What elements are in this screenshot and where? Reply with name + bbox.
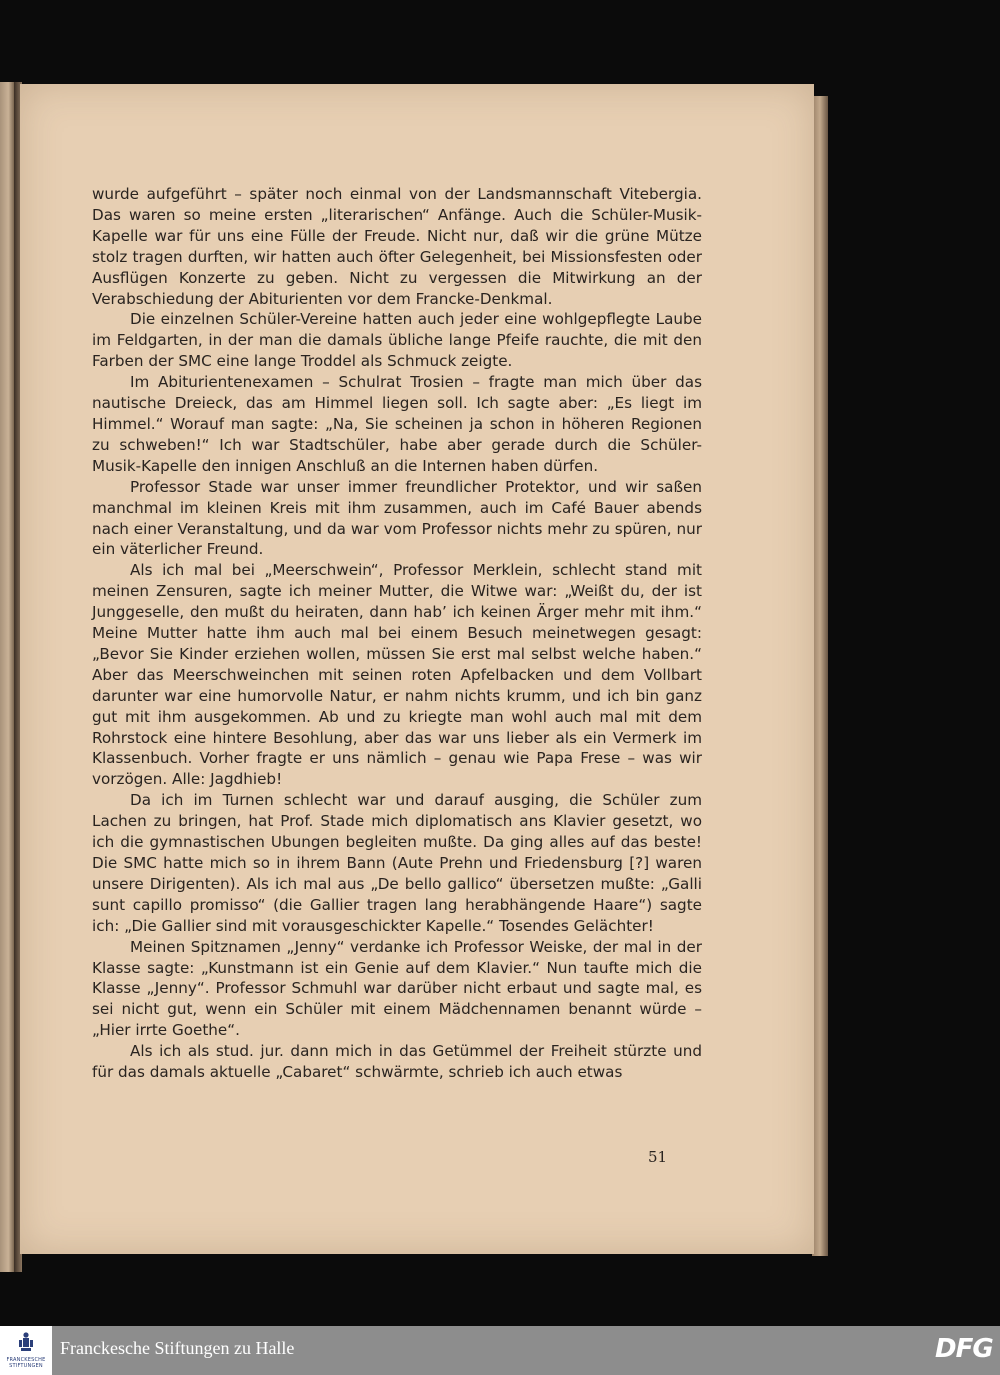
dfg-logo[interactable]: DFG (935, 1334, 993, 1364)
footer-bar (0, 1326, 1000, 1375)
page-stack-edge (812, 96, 828, 1256)
paragraph: Als ich als stud. jur. dann mich in das Getümmel der Freiheit stürzte und für das damals aktuelle „Cabaret“ schwärmte, schrieb ich auch etwas (92, 1042, 702, 1082)
paragraph: Professor Stade war unser immer freundlicher Protektor, und wir saßen manchmal im kleinen Kreis mit ihm zusammen, auch im Café Bauer abends nach einer Veranstaltung, und da war vom Professor nichts mehr zu spüren, nur ein väterlicher Freund. (92, 477, 702, 559)
left-page-edge (0, 82, 14, 1272)
logo-text: FRANCKESCHE STIFTUNGEN (6, 1357, 46, 1369)
paragraph: Da ich im Turnen schlecht war und darauf ausging, die Schüler zum Lachen zu bringen, hat Prof. Stade mich diplomatisch ans Klavier gesetzt, wo ich die gymnastischen Ubungen begleiten mußte. Da ging alles auf das beste! Die SMC hatte mich so in ihrem Bann (Aute Prehn und Friedensburg [?] waren unsere Dirigenten). Als ich mal aus „De bello gallico“ übersetzen mußte: „Galli sunt capillo promisso“ (die Gallier tragen lang herabhängende Haare“) sagte ich: „Die Gallier sind mit vorausgeschickter Kapelle.“ Tosendes Gelächter! (92, 791, 702, 935)
paragraph: Als ich mal bei „Meerschwein“, Professor Merklein, schlecht stand mit meinen Zensuren, sagte ich meiner Mutter, die Witwe war: „Weißt du, der ist Junggeselle, den mußt du heiraten, dann hab’ ich keinen Ärger mehr mit ihm.“ Meine Mutter hatte ihm auch mal bei einem Besuch meinetwegen gesagt: „Bevor Sie Kinder erziehen wollen, müssen Sie erst mal selbst welche haben.“ Aber das Meerschweinchen mit seinen roten Apfelbacken und dem Vollbart darunter war eine humorvolle Natur, er nahm nichts krumm, und ich bin ganz gut mit ihm ausgekommen. Ab und zu kriegte man wohl auch mal mit dem Rohrstock eine hintere Besohlung, aber das war uns lieber als ein Vermerk im Klassenbuch. Vorher fragte er uns nämlich – genau wie Papa Frese – was wir vorzögen. Alle: Jagdhieb! (92, 561, 702, 789)
institution-logo[interactable] (0, 1326, 52, 1375)
paragraph: Meinen Spitznamen „Jenny“ verdanke ich Professor Weiske, der mal in der Klasse sagte: „Kunstmann ist ein Genie auf dem Klavier.“ Nun taufte mich die Klasse „Jenny“. Professor Schmuhl war darüber nicht erbaut und sagte mal, es sei nicht gut, wenn ein Schüler mit einem Mädchennamen benannt würde – „Hier irrte Goethe“. (92, 937, 702, 1040)
orphan-figure-icon (18, 1332, 34, 1352)
page-number: 51 (648, 1148, 668, 1166)
footer-title[interactable]: Franckesche Stiftungen zu Halle (60, 1338, 295, 1358)
paragraph: Im Abiturientenexamen – Schulrat Trosien – fragte man mich über das nautische Dreieck, das am Himmel liegen soll. Ich sagte aber: „Es liegt im Himmel.“ Worauf man sagte: „Na, Sie scheinen ja schon in höheren Regionen zu schweben!“ Ich war Stadtschüler, habe aber gerade durch die Schüler-Musik-Kapelle den innigen Anschluß an die Internen haben dürfen. (92, 373, 702, 475)
paragraph: wurde aufgeführt – später noch einmal von der Landsmannschaft Vitebergia. Das waren so meine ersten „literarischen“ Anfänge. Auch die Schüler-Musik-Kapelle war für uns eine Fülle der Freude. Nicht nur, daß wir die grüne Mütze stolz tragen durften, wir hatten auch öfter Gelegenheit, bei Missionsfesten oder Ausflügen Konzerte zu geben. Nicht zu vergessen die Mitwirkung an der Verabschiedung der Abiturienten vor dem Francke-Denkmal. (92, 185, 702, 308)
page-text (92, 184, 702, 1083)
book-page (20, 84, 814, 1254)
paragraph: Die einzelnen Schüler-Vereine hatten auch jeder eine wohlgepflegte Laube im Feldgarten, in der man die damals übliche lange Pfeife rauchte, die mit den Farben der SMC eine lange Troddel als Schmuck zeigte. (92, 310, 702, 371)
